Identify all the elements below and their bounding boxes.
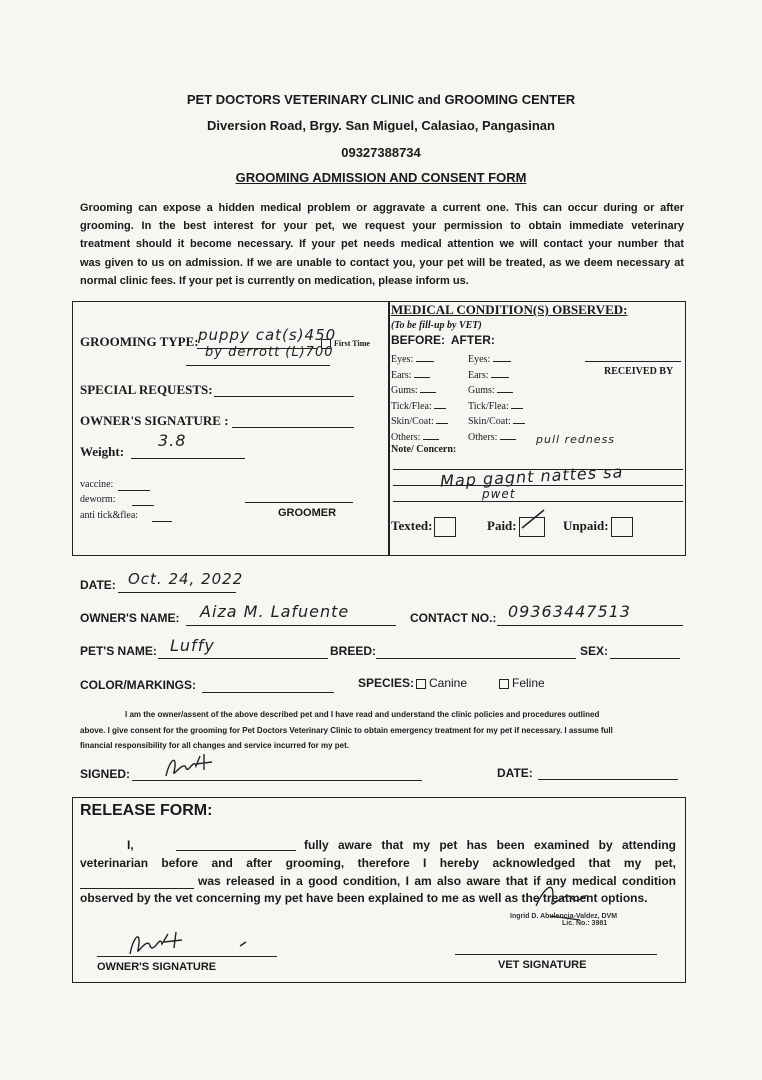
pet-name-label: PET'S NAME: [80, 644, 157, 658]
first-time-checkbox[interactable] [321, 339, 331, 349]
vaccine-field[interactable] [118, 481, 150, 491]
after-gums: Gums: [468, 383, 525, 399]
unpaid-option[interactable] [563, 517, 633, 537]
after-skin-coat: Skin/Coat: [468, 414, 525, 430]
intro-line: grooming. In the best interest for your pet, we request your permission to obtain immediate veterinary [80, 220, 684, 233]
signed-label: SIGNED: [80, 767, 131, 781]
unpaid-label: Unpaid: [563, 517, 609, 533]
color-markings-label: COLOR/MARKINGS: [80, 678, 196, 692]
canine-option[interactable] [416, 676, 467, 690]
after-tick-flea: Tick/Flea: [468, 399, 525, 415]
grooming-type-value-2: by derrott (L)700 [205, 345, 334, 360]
sex-field[interactable] [610, 644, 680, 659]
consent-date-label: DATE: [497, 766, 533, 780]
received-by-label: RECEIVED BY [604, 366, 674, 377]
release-i-label: I, [127, 838, 134, 852]
release-pet-field[interactable] [80, 874, 194, 889]
note-handwriting-3: pwet [482, 487, 516, 501]
texted-checkbox[interactable] [434, 517, 456, 537]
deworm-label: deworm: [80, 494, 116, 505]
paid-check-mark [518, 506, 548, 534]
weight-value: 3.8 [158, 431, 187, 450]
consent-line: financial responsibility for all changes and service incurred for my pet. [80, 741, 349, 750]
before-gums: Gums: [391, 383, 448, 399]
intro-line: normal clinic fees. If your pet is currently on medication, please inform us. [80, 274, 469, 287]
form-title: GROOMING ADMISSION AND CONSENT FORM [235, 170, 527, 185]
clinic-address: Diversion Road, Brgy. San Miguel, Calasiao, Pangasinan [207, 118, 555, 133]
groomer-signature-line[interactable] [245, 494, 353, 503]
breed-field[interactable] [376, 644, 576, 659]
release-line-1: fully aware that my pet has been examined by attending [304, 838, 676, 852]
texted-option[interactable] [391, 517, 456, 537]
owner-signature-field[interactable] [232, 415, 354, 428]
release-line-4: observed by the vet concerning my pet have been explained to me as well as the treatment options. [80, 891, 648, 905]
vaccine-label: vaccine: [80, 479, 114, 490]
consent-line: I am the owner/assent of the above described pet and I have read and understand the clinic policies and procedures outlined [125, 710, 600, 719]
after-others: Others: [468, 430, 525, 446]
before-tick-flea: Tick/Flea: [391, 399, 448, 415]
release-owner-signature-mark [124, 928, 254, 958]
first-time-label: First Time [334, 339, 370, 348]
release-line-3: was released in a good condition, I am also aware that if any medical condition [198, 874, 676, 888]
consent-date-field[interactable] [538, 766, 678, 780]
vet-signature-line [455, 954, 657, 955]
before-column [391, 352, 448, 445]
feline-label: Feline [512, 676, 545, 690]
vet-signature-mark [532, 876, 592, 926]
canine-label: Canine [429, 676, 468, 690]
vet-stamp-license: Lic. No.: 3981 [562, 920, 608, 927]
owner-signature-mark [160, 750, 220, 782]
feline-option[interactable] [499, 676, 545, 690]
species-label: SPECIES: [358, 676, 415, 690]
deworm-field[interactable] [132, 496, 154, 506]
clinic-phone: 09327388734 [341, 145, 421, 160]
owner-name-label: OWNER'S NAME: [80, 611, 180, 625]
note-handwriting-2: Map gagnt nattes sa [439, 462, 624, 491]
intro-line: Grooming can expose a hidden medical problem or aggravate a current one. This can occur during or after [80, 202, 684, 214]
canine-checkbox[interactable] [416, 679, 426, 689]
special-requests-label: SPECIAL REQUESTS: [80, 382, 213, 397]
release-line-2: veterinarian before and after grooming, therefore I hereby acknowledged that my pet, [80, 856, 676, 870]
anti-tick-field[interactable] [152, 512, 172, 522]
unpaid-checkbox[interactable] [611, 517, 633, 537]
before-skin-coat: Skin/Coat: [391, 414, 448, 430]
date-label: DATE: [80, 578, 116, 592]
grooming-type-value: puppy cat(s)450 [198, 326, 337, 344]
medical-title: MEDICAL CONDITION(S) OBSERVED: [391, 302, 628, 317]
note-handwriting-1: pull redness [536, 433, 616, 446]
release-owner-signature-label: OWNER'S SIGNATURE [97, 961, 217, 973]
paid-label: Paid: [487, 517, 517, 533]
contact-value: 09363447513 [508, 602, 631, 621]
received-by-line[interactable] [585, 352, 681, 362]
release-title: RELEASE FORM: [80, 802, 213, 819]
groomer-label: GROOMER [278, 507, 337, 519]
owner-signature-line [97, 956, 277, 957]
medical-subtitle: (To be fill-up by VET) [391, 320, 482, 331]
clinic-name: PET DOCTORS VETERINARY CLINIC and GROOMING CENTER [186, 92, 576, 107]
sex-label: SEX: [580, 644, 609, 658]
color-markings-field[interactable] [202, 678, 334, 693]
special-requests-field[interactable] [214, 384, 354, 397]
texted-label: Texted: [391, 517, 433, 533]
intro-line: treatment should it become necessary. If your pet needs medical attention we will contact your number that [80, 238, 684, 251]
note-concern-label: Note/ Concern: [391, 444, 457, 455]
anti-tick-label: anti tick&flea: [80, 510, 139, 521]
before-after-label: BEFORE: AFTER: [391, 333, 495, 347]
breed-label: BREED: [330, 644, 377, 658]
vet-stamp-name: Ingrid D. Abulencia-Valdez, DVM [510, 913, 618, 920]
owner-name-value: Aiza M. Lafuente [200, 602, 350, 621]
after-column [468, 352, 525, 445]
pet-name-value: Luffy [170, 636, 215, 655]
weight-field[interactable] [131, 446, 245, 459]
date-value: Oct. 24, 2022 [128, 570, 244, 588]
after-ears: Ears: [468, 368, 525, 384]
before-eyes: Eyes: [391, 352, 448, 368]
intro-paragraph [80, 199, 684, 290]
release-vet-signature-label: VET SIGNATURE [498, 959, 587, 971]
contact-label: CONTACT NO.: [410, 611, 497, 625]
note-line-3 [393, 501, 683, 502]
consent-paragraph [80, 707, 684, 754]
owner-signature-label: OWNER'S SIGNATURE : [80, 413, 229, 428]
release-name-field[interactable] [176, 836, 296, 851]
first-time-option[interactable] [321, 339, 370, 349]
before-others: Others: [391, 430, 448, 446]
before-ears: Ears: [391, 368, 448, 384]
intro-line: was given to us on admission. If we are unable to contact you, your pet will be treated, as we deem necessary at [80, 256, 684, 269]
grooming-type-label: GROOMING TYPE: [80, 334, 199, 349]
feline-checkbox[interactable] [499, 679, 509, 689]
weight-label: Weight: [80, 444, 125, 459]
after-eyes: Eyes: [468, 352, 525, 368]
consent-line: above. I give consent for the grooming for Pet Doctors Veterinary Clinic to obtain emergency treatment for my pet if necessary. I assume full [80, 725, 613, 735]
